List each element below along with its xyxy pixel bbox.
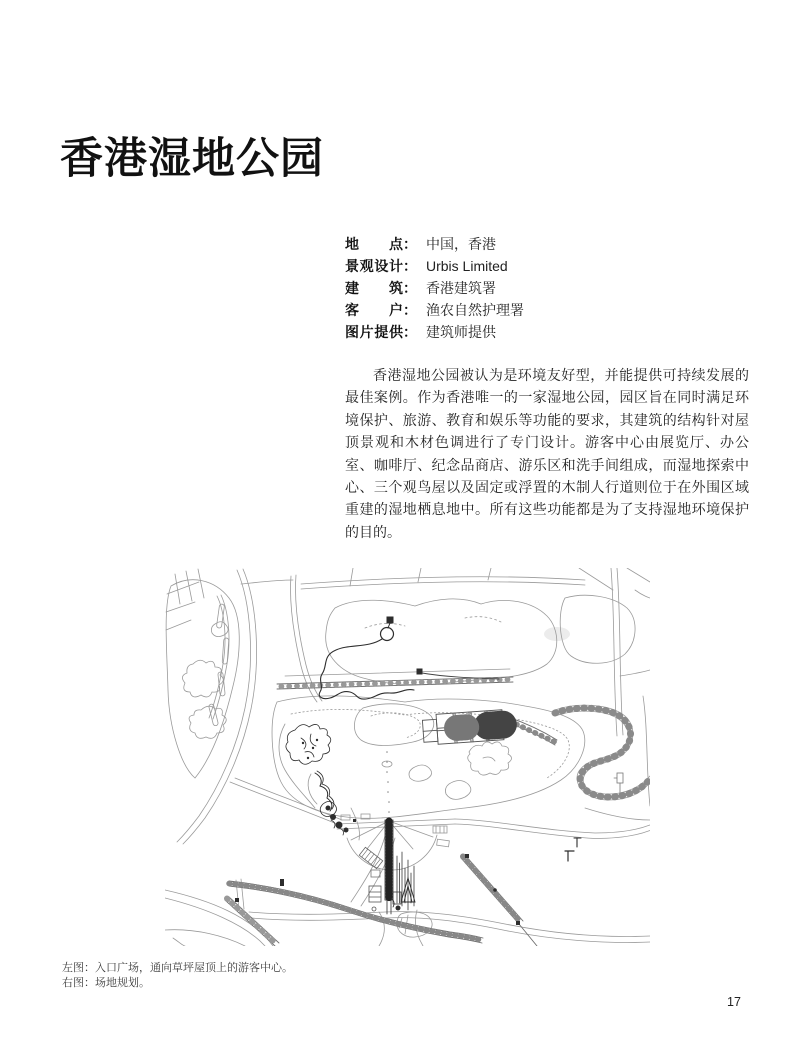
meta-colon: ： (403, 324, 417, 340)
meta-label: 客户 (345, 302, 403, 318)
project-metadata (345, 233, 524, 343)
site-plan-drawing (165, 568, 650, 946)
meta-colon: ： (403, 236, 417, 252)
meta-value: Urbis Limited (426, 258, 508, 274)
meta-value: 中国，香港 (426, 236, 496, 252)
caption-line-left: 左图：入口广场，通向草坪屋顶上的游客中心。 (62, 962, 293, 974)
caption-line-right: 右图：场地规划。 (62, 976, 150, 989)
meta-value: 渔农自然护理署 (426, 302, 524, 318)
meta-value: 香港建筑署 (426, 280, 496, 296)
site-plan-figure (165, 568, 650, 946)
meta-row-client (345, 299, 524, 321)
meta-colon: ： (403, 280, 417, 296)
meta-row-photo-credit (345, 321, 524, 343)
meta-row-architecture (345, 277, 524, 299)
meta-label: 景观设计 (345, 258, 403, 274)
meta-row-location (345, 233, 524, 255)
meta-colon: ： (403, 258, 417, 274)
meta-label: 建筑 (345, 280, 403, 296)
meta-colon: ： (403, 302, 417, 318)
page-title: 香港湿地公园 (60, 134, 324, 183)
meta-label: 图片提供 (345, 324, 403, 340)
body-paragraph: 香港湿地公园被认为是环境友好型，并能提供可持续发展的最佳案例。作为香港唯一的一家湿地公园，园区旨在同时满足环境保护、旅游、教育和娱乐等功能的要求，其建筑的结构针对屋顶景观和木材色调进行了专门设计。游客中心由展览厅、办公室、咖啡厅、纪念品商店、游乐区和洗手间组成，而湿地探索中心、三个观鸟屋以及固定或浮置的木制人行道则位于在外围区域重建的湿地栖息地中。所有这些功能都是为了支持湿地环境保护的目的。 (345, 367, 749, 540)
figure-caption (62, 961, 293, 990)
page-number: 17 (727, 995, 741, 1009)
meta-row-landscape-design (345, 255, 524, 277)
meta-label: 地点 (345, 236, 403, 252)
meta-value: 建筑师提供 (426, 324, 496, 340)
